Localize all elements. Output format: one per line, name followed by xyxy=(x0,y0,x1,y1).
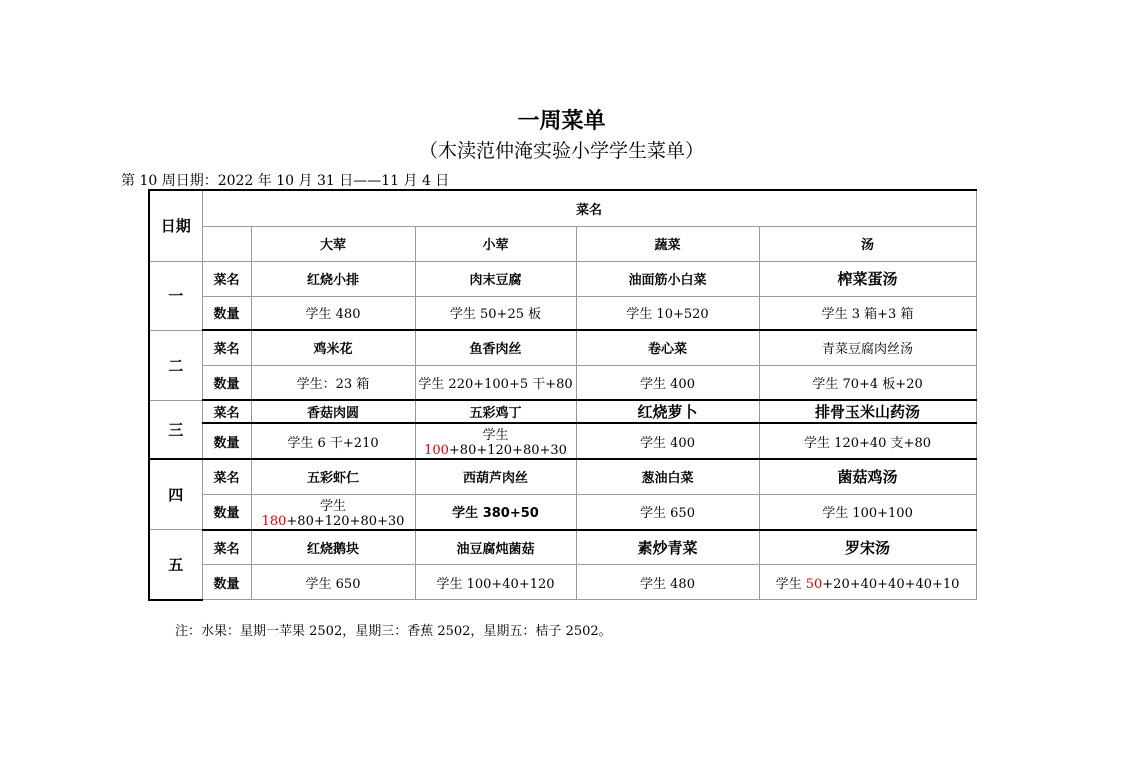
qty-cell xyxy=(576,423,759,459)
qty-cell xyxy=(576,365,759,400)
qty-highlight: 180 xyxy=(261,513,287,529)
week-date-line: 第 10 周日期：2022 年 10 月 31 日——11 月 4 日 xyxy=(121,173,450,189)
row-label-name: 菜名 xyxy=(202,261,251,296)
fruit-note: 注：水果：星期一苹果 2502，星期三：香蕉 2502，星期五：桔子 2502。 xyxy=(175,624,612,639)
table-row xyxy=(149,565,976,600)
qty-text: 学生 480 xyxy=(305,307,361,323)
dish-cell: 鱼香肉丝 xyxy=(415,330,576,365)
dish-cell: 油豆腐炖菌菇 xyxy=(415,530,576,565)
qty-highlight: 50 xyxy=(805,576,823,592)
row-label-name: 菜名 xyxy=(202,330,251,365)
row-label-name: 菜名 xyxy=(202,530,251,565)
row-label-qty: 数量 xyxy=(202,494,251,530)
dish-cell: 西葫芦肉丝 xyxy=(415,459,576,494)
qty-cell xyxy=(759,565,976,600)
qty-text: 学生 xyxy=(775,576,806,592)
qty-text: 学生 380+50 xyxy=(452,506,539,521)
qty-text: 学生 400 xyxy=(640,376,695,392)
table-row xyxy=(149,365,976,400)
qty-cell xyxy=(415,423,576,459)
dish-cell: 排骨玉米山药汤 xyxy=(759,400,976,423)
qty-text: 学生 70+4 板+20 xyxy=(812,376,923,392)
qty-text: 学生 650 xyxy=(640,506,695,521)
qty-cell xyxy=(759,423,976,459)
header-dish-name: 菜名 xyxy=(202,190,976,226)
qty-text: 学生 xyxy=(482,428,509,443)
row-label-qty: 数量 xyxy=(202,423,251,459)
table-row xyxy=(149,494,976,530)
day-label: 二 xyxy=(149,330,202,400)
table-row xyxy=(149,423,976,459)
qty-text: 学生 10+520 xyxy=(626,307,709,323)
qty-text: 学生 220+100+5 干+80 xyxy=(418,376,573,392)
weekly-menu-table xyxy=(148,189,977,601)
qty-cell xyxy=(415,365,576,400)
qty-text: +20+40+40+40+10 xyxy=(822,576,960,592)
qty-text: 学生 480 xyxy=(640,576,695,592)
qty-cell xyxy=(759,494,976,530)
page-subtitle: （木渎范仲淹实验小学学生菜单） xyxy=(418,140,704,162)
qty-cell xyxy=(251,423,415,459)
dish-cell: 罗宋汤 xyxy=(759,530,976,565)
dish-cell: 菌菇鸡汤 xyxy=(759,459,976,494)
qty-text: 学生：23 箱 xyxy=(296,376,370,392)
row-label-qty: 数量 xyxy=(202,565,251,600)
header-col-soup: 汤 xyxy=(759,226,976,261)
header-date: 日期 xyxy=(149,190,202,261)
dish-cell: 榨菜蛋汤 xyxy=(759,261,976,296)
qty-cell xyxy=(415,565,576,600)
dish-cell: 红烧小排 xyxy=(251,261,415,296)
qty-highlight: 100 xyxy=(424,443,449,458)
dish-cell: 香菇肉圆 xyxy=(251,400,415,423)
table-row xyxy=(149,459,976,494)
dish-cell: 鸡米花 xyxy=(251,330,415,365)
dish-cell: 卷心菜 xyxy=(576,330,759,365)
row-label-qty: 数量 xyxy=(202,365,251,400)
dish-cell: 五彩虾仁 xyxy=(251,459,415,494)
header-col-main-meat: 大荤 xyxy=(251,226,415,261)
qty-text: 学生 6 干+210 xyxy=(287,435,379,451)
dish-cell: 青菜豆腐肉丝汤 xyxy=(759,330,976,365)
table-row xyxy=(149,330,976,365)
table-row xyxy=(149,400,976,423)
qty-text: +80+120+80+30 xyxy=(448,443,567,458)
qty-text: 学生 100+100 xyxy=(822,506,913,521)
dish-cell: 葱油白菜 xyxy=(576,459,759,494)
day-label: 四 xyxy=(149,459,202,530)
page-title: 一周菜单 xyxy=(517,109,606,134)
qty-cell xyxy=(759,296,976,330)
qty-text: 学生 120+40 支+80 xyxy=(804,435,931,451)
qty-text: 学生 100+40+120 xyxy=(436,576,555,592)
day-label: 五 xyxy=(149,530,202,600)
dish-cell: 油面筋小白菜 xyxy=(576,261,759,296)
table-row xyxy=(149,530,976,565)
qty-text: 学生 400 xyxy=(640,435,695,451)
dish-cell: 五彩鸡丁 xyxy=(415,400,576,423)
qty-text: 学生 50+25 板 xyxy=(449,307,542,323)
qty-cell xyxy=(251,494,415,530)
day-label: 三 xyxy=(149,400,202,459)
row-label-name: 菜名 xyxy=(202,459,251,494)
qty-text: 学生 3 箱+3 箱 xyxy=(821,307,914,323)
qty-cell xyxy=(415,494,576,530)
qty-cell xyxy=(576,565,759,600)
header-blank xyxy=(202,226,251,261)
header-col-vegetable: 蔬菜 xyxy=(576,226,759,261)
row-label-qty: 数量 xyxy=(202,296,251,330)
table-row xyxy=(149,261,976,296)
row-label-name: 菜名 xyxy=(202,400,251,423)
qty-cell xyxy=(576,494,759,530)
qty-cell xyxy=(251,565,415,600)
qty-cell xyxy=(415,296,576,330)
qty-cell xyxy=(576,296,759,330)
header-col-side-meat: 小荤 xyxy=(415,226,576,261)
qty-text: 学生 xyxy=(319,498,346,514)
dish-cell: 素炒青菜 xyxy=(576,530,759,565)
qty-text: 学生 650 xyxy=(305,576,361,592)
qty-cell xyxy=(251,365,415,400)
qty-text: +80+120+80+30 xyxy=(286,513,405,529)
qty-cell xyxy=(759,365,976,400)
day-label: 一 xyxy=(149,261,202,330)
dish-cell: 红烧萝卜 xyxy=(576,400,759,423)
table-row xyxy=(149,296,976,330)
dish-cell: 肉末豆腐 xyxy=(415,261,576,296)
dish-cell: 红烧鹅块 xyxy=(251,530,415,565)
qty-cell xyxy=(251,296,415,330)
